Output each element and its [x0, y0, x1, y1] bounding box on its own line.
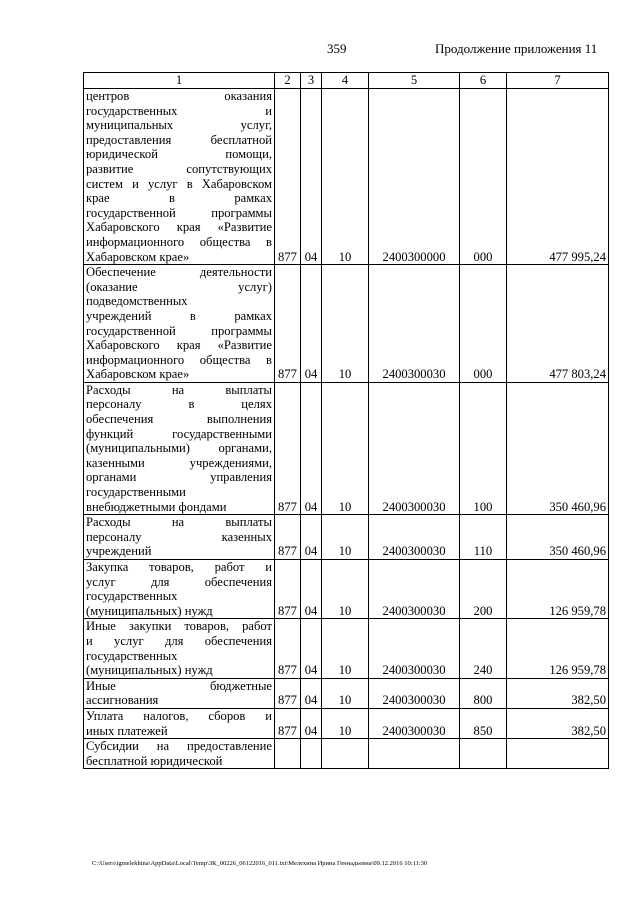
- target-article-code: 2400300000: [369, 89, 460, 265]
- description-line: (муниципальными) органами,: [86, 441, 272, 456]
- subsection-code: 10: [322, 89, 369, 265]
- description-line: (муниципальных) нужд: [86, 663, 213, 678]
- expense-type-code: 100: [460, 382, 507, 514]
- ministry-code: 877: [275, 560, 301, 619]
- description-line: функций государственными: [86, 426, 272, 441]
- target-article-code: 2400300030: [369, 515, 460, 560]
- section-code: [301, 739, 322, 769]
- description-line: бесплатной юридической: [86, 753, 223, 768]
- description-line: Хабаровском крае»: [86, 249, 190, 264]
- column-header-row: [84, 73, 609, 89]
- section-code: 04: [301, 619, 322, 678]
- ministry-code: [275, 739, 301, 769]
- amount: [507, 739, 609, 769]
- table-row: [84, 560, 609, 619]
- target-article-code: [369, 739, 460, 769]
- description-line: Субсидии на предоставление: [86, 739, 272, 754]
- subsection-code: 10: [322, 382, 369, 514]
- amount: 477 803,24: [507, 265, 609, 383]
- row-description: [84, 89, 275, 265]
- expense-type-code: 000: [460, 265, 507, 383]
- target-article-code: 2400300030: [369, 560, 460, 619]
- table-row: [84, 89, 609, 265]
- description-line: юридической помощи,: [86, 147, 272, 162]
- description-line: информационного общества в: [86, 234, 272, 249]
- budget-table: [83, 72, 609, 769]
- expense-type-code: 200: [460, 560, 507, 619]
- row-description: [84, 708, 275, 738]
- description-line: внебюджетными фондами: [86, 499, 227, 514]
- row-description: [84, 515, 275, 560]
- section-code: 04: [301, 89, 322, 265]
- description-line: Расходы на выплаты: [86, 515, 272, 530]
- expense-type-code: 240: [460, 619, 507, 678]
- description-line: государственных: [86, 589, 178, 604]
- ministry-code: 877: [275, 265, 301, 383]
- description-line: персоналу в целях: [86, 397, 272, 412]
- description-line: (оказание услуг): [86, 279, 272, 294]
- description-line: услуг для обеспечения: [86, 574, 272, 589]
- amount: 382,50: [507, 708, 609, 738]
- description-line: развитие сопутствующих: [86, 161, 272, 176]
- ministry-code: 877: [275, 619, 301, 678]
- description-line: Закупка товаров, работ и: [86, 560, 272, 574]
- description-line: учреждений: [86, 544, 152, 559]
- table-row: [84, 708, 609, 738]
- section-code: 04: [301, 708, 322, 738]
- row-description: [84, 739, 275, 769]
- table-row: [84, 382, 609, 514]
- column-header-7: 7: [507, 73, 609, 89]
- section-code: 04: [301, 382, 322, 514]
- column-header-1: 1: [84, 73, 275, 89]
- subsection-code: 10: [322, 619, 369, 678]
- description-line: Иные бюджетные: [86, 678, 272, 693]
- table-row: [84, 678, 609, 708]
- table-row: [84, 515, 609, 560]
- row-description: [84, 382, 275, 514]
- subsection-code: 10: [322, 265, 369, 383]
- description-line: подведомственных: [86, 294, 188, 309]
- target-article-code: 2400300030: [369, 265, 460, 383]
- amount: 350 460,96: [507, 515, 609, 560]
- amount: 382,50: [507, 678, 609, 708]
- description-line: государственных: [86, 648, 178, 663]
- column-header-2: 2: [275, 73, 301, 89]
- description-line: Хабаровского края «Развитие: [86, 338, 272, 353]
- table-row: [84, 265, 609, 383]
- subsection-code: 10: [322, 678, 369, 708]
- section-code: 04: [301, 560, 322, 619]
- expense-type-code: 850: [460, 708, 507, 738]
- subsection-code: 10: [322, 560, 369, 619]
- amount: 477 995,24: [507, 89, 609, 265]
- column-header-6: 6: [460, 73, 507, 89]
- description-line: иных платежей: [86, 723, 168, 738]
- description-line: персоналу казенных: [86, 529, 272, 544]
- target-article-code: 2400300030: [369, 708, 460, 738]
- table-row: [84, 739, 609, 769]
- target-article-code: 2400300030: [369, 678, 460, 708]
- description-line: Хабаровском крае»: [86, 367, 190, 382]
- description-line: учреждений в рамках: [86, 308, 272, 323]
- expense-type-code: 800: [460, 678, 507, 708]
- description-line: Хабаровского края «Развитие: [86, 220, 272, 235]
- expense-type-code: 110: [460, 515, 507, 560]
- column-header-3: 3: [301, 73, 322, 89]
- amount: 126 959,78: [507, 619, 609, 678]
- row-description: [84, 265, 275, 383]
- description-line: муниципальных услуг,: [86, 118, 272, 133]
- description-line: систем и услуг в Хабаровском: [86, 176, 272, 191]
- description-line: Обеспечение деятельности: [86, 265, 272, 280]
- column-header-5: 5: [369, 73, 460, 89]
- table-row: [84, 619, 609, 678]
- description-line: крае в рамках: [86, 191, 272, 206]
- description-line: центров оказания: [86, 89, 272, 103]
- ministry-code: 877: [275, 382, 301, 514]
- section-code: 04: [301, 265, 322, 383]
- footer-file-path: C:\Users\igmelekhina\AppData\Local\Temp\ЗК_00226_06122016_011.txt\Мелехина Ирина Геннадьевна\09.12.2016 10:11:30: [92, 860, 428, 867]
- page-number: 359: [327, 41, 347, 56]
- description-line: информационного общества в: [86, 352, 272, 367]
- section-code: 04: [301, 678, 322, 708]
- subsection-code: 10: [322, 708, 369, 738]
- description-line: государственными: [86, 485, 186, 500]
- row-description: [84, 560, 275, 619]
- ministry-code: 877: [275, 678, 301, 708]
- description-line: Расходы на выплаты: [86, 382, 272, 397]
- amount: 350 460,96: [507, 382, 609, 514]
- budget-table-body: [84, 89, 609, 769]
- row-description: [84, 619, 275, 678]
- description-line: предоставления бесплатной: [86, 132, 272, 147]
- amount: 126 959,78: [507, 560, 609, 619]
- subsection-code: [322, 739, 369, 769]
- description-line: ассигнования: [86, 693, 159, 708]
- appendix-continuation-note: Продолжение приложения 11: [435, 41, 598, 56]
- expense-type-code: [460, 739, 507, 769]
- description-line: Уплата налогов, сборов и: [86, 708, 272, 723]
- description-line: органами управления: [86, 470, 272, 485]
- subsection-code: 10: [322, 515, 369, 560]
- description-line: государственной программы: [86, 205, 272, 220]
- description-line: (муниципальных) нужд: [86, 603, 213, 618]
- description-line: и услуг для обеспечения: [86, 633, 272, 648]
- description-line: государственных и: [86, 103, 272, 118]
- section-code: 04: [301, 515, 322, 560]
- ministry-code: 877: [275, 708, 301, 738]
- target-article-code: 2400300030: [369, 382, 460, 514]
- description-line: Иные закупки товаров, работ: [86, 619, 272, 634]
- expense-type-code: 000: [460, 89, 507, 265]
- column-header-4: 4: [322, 73, 369, 89]
- target-article-code: 2400300030: [369, 619, 460, 678]
- row-description: [84, 678, 275, 708]
- description-line: казенными учреждениями,: [86, 455, 272, 470]
- description-line: государственной программы: [86, 323, 272, 338]
- ministry-code: 877: [275, 89, 301, 265]
- description-line: обеспечения выполнения: [86, 412, 272, 427]
- ministry-code: 877: [275, 515, 301, 560]
